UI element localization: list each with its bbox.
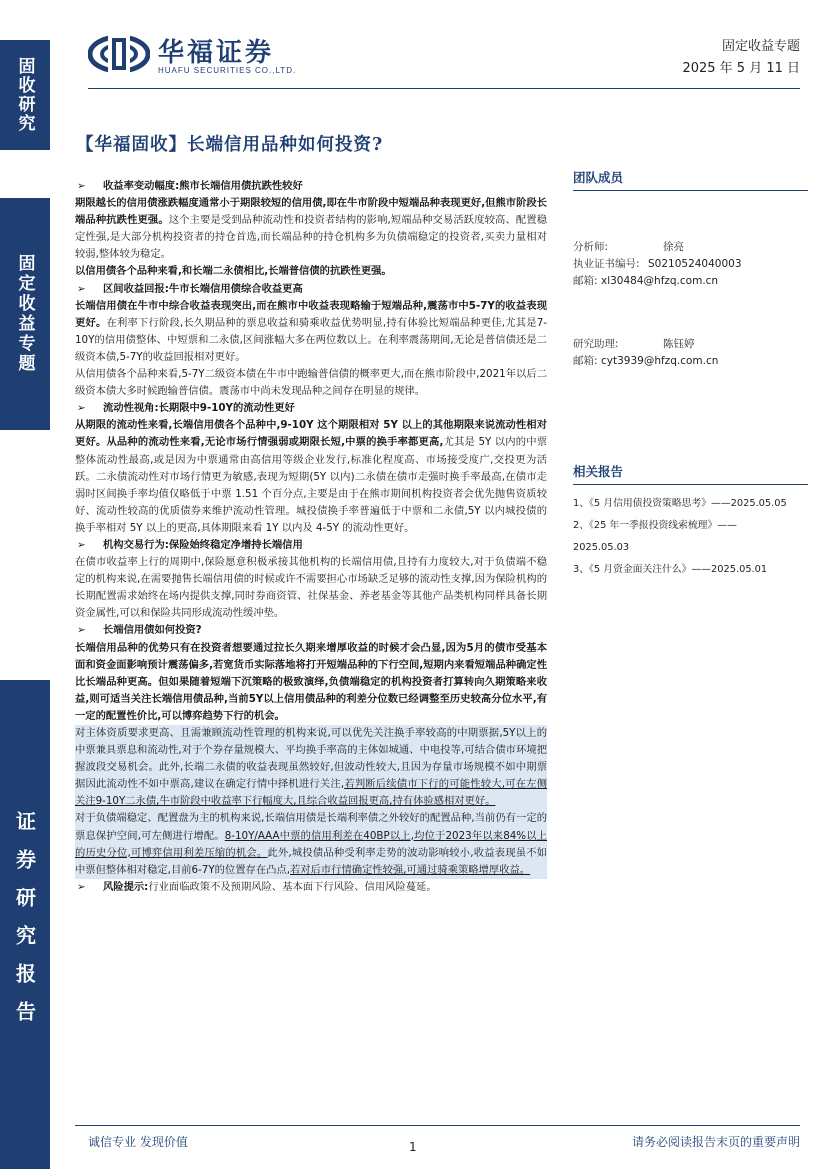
highlighted-paragraph: 对主体资质要求更高、且需兼顾流动性管理的机构来说,可以优先关注换手率较高的中期票据,5Y以上的中票兼具票息和流动性,对于个券存量规模大、平均换手率高的主体如城通、中电投等,可结合债市环境把握波段交易机会。此外,长端二永债的收益表现虽然较好,但波动性较大,且因为存量市场规模不如中期票据因此流动性不如中票高,建议在确定行情中择机进行关注,若判断后续债市下行的可能性较大,可在左侧关注9-10Y二永债,牛市阶段中收益率下行幅度大,且综合收益回报更高,持有体验感相对更好。 <box>75 725 547 810</box>
arrow-bullet-icon: ➢ <box>77 282 86 295</box>
report-type: 固定收益专题 <box>721 39 800 54</box>
company-logo <box>88 30 328 80</box>
footer-divider <box>75 1125 800 1126</box>
assistant-name: 陈钰婷 <box>663 338 695 350</box>
risk-warning: ➢ 风险提示:行业面临政策不及预期风险、基本面下行风险、信用风险蔓延。 <box>75 879 547 896</box>
sidebar-category-block <box>0 40 50 150</box>
license-row: 执业证书编号: S0210524040003 <box>573 256 808 273</box>
team-section-title: 团队成员 <box>573 168 808 191</box>
logo-chinese-name: 华福证券 <box>158 38 275 68</box>
sidebar-type-block <box>0 198 50 430</box>
header-divider <box>88 88 800 89</box>
highlighted-paragraph: 对于负债端稳定、配置盘为主的机构来说,长端信用债是长端利率债之外较好的配置品种,当前仍有一定的票息保护空间,可左侧进行增配。8-10Y/AAA中票的信用利差在40BP以上,均位于2023年以来84%以上的历史分位,可博弈信用利差压缩的机会。此外,城投债品种受利率走势的波动影响较小,收益表现虽不如中票但整体相对稳定,目前6-7Y的位置存在凸点,若对后市行情确定性较强,可通过骑乘策略增厚收益。 <box>75 810 547 878</box>
section-heading: ➢ 长端信用债如何投资? <box>75 622 547 639</box>
related-reports-title: 相关报告 <box>573 462 808 485</box>
section-heading: ➢ 流动性视角:长期限中9-10Y的流动性更好 <box>75 400 547 417</box>
email-row: 邮箱: cyt3939@hfzq.com.cn <box>573 353 808 370</box>
assistant-row: 研究助理: 陈钰婷 <box>573 336 808 353</box>
arrow-bullet-icon: ➢ <box>77 880 86 893</box>
arrow-bullet-icon: ➢ <box>77 624 86 637</box>
paragraph: 从期限的流动性来看,长端信用债各个品种中,9-10Y 这个期限相对 5Y 以上的其他期限来说流动性相对更好。从品种的流动性来看,无论市场行情强弱或期限长短,中票的换手率都更高,尤其是 5Y 以内的中票整体流动性最高,或是因为中票通常由高信用等级企业发行,标准化程度高、市场接受度广,交投更为活跃。二永债流动性对市场行情更为敏感,表现为短期(5Y 以内)二永债在债市走强时换手率最高,在债市走弱时区间换手率均值仅略低于中票 1.51 个百分点,主要是由于在熊市期间机构投资者会优先抛售资质较好、流动性较高的优质债券来维护流动性管理。城投债换手率普遍低于中票和二永债,5Y 以内城投债的换手率相对 5Y 以上的更高,具体期限来看 1Y 以内及 4-5Y 的流动性更好。 <box>75 419 547 534</box>
arrow-bullet-icon: ➢ <box>77 180 86 192</box>
sidebar-report-block <box>0 680 50 1169</box>
header-meta <box>682 36 800 80</box>
arrow-bullet-icon: ➢ <box>77 402 86 415</box>
paragraph: 从信用债各个品种来看,5-7Y二级资本债在牛市中跑输普信债的概率更大,而在熊市阶段中,2021年以后二级资本债大多时候跑输普信债。震荡市中尚未发现品种之间存在明显的规律。 <box>75 368 547 398</box>
related-report-link[interactable]: 3、《5 月资金面关注什么》——2025.05.01 <box>573 564 768 575</box>
assistant-email-link[interactable]: cyt3939@hfzq.com.cn <box>601 355 719 367</box>
paragraph: 长端信用债在牛市中综合收益表现突出,而在熊市中收益表现略输于短端品种,震荡市中5-7Y的收益表现更好。在利率下行阶段,长久期品种的票息收益和骑乘收益优势明显,持有体验比短端品种更佳,尤其是7-10Y的信用债整体、中短票和二永债,区间涨幅大多在两位数以上。在利率震荡期间,无论是普信债还是二级资本债,5-7Y的收益回报相对更好。 <box>75 299 548 363</box>
right-column <box>573 168 808 581</box>
report-title: 【华福固收】长端信用品种如何投资? <box>76 135 384 155</box>
related-report-date: 2025.05.03 <box>573 542 630 553</box>
section-heading: ➢ 收益率变动幅度:熊市长端信用债抗跌性较好 <box>75 178 547 195</box>
paragraph: 以信用债各个品种来看,和长端二永债相比,长端普信债的抗跌性更强。 <box>75 265 392 278</box>
license-number: S0210524040003 <box>648 258 742 270</box>
paragraph: 在债市收益率上行的周期中,保险愿意积极承接其他机构的长端信用债,且持有力度较大,对于负债端不稳定的机构来说,在需要抛售长端信用债的时候或许不需要担心市场缺乏足够的流动性支撑,因为保险机构的长期配置需求始终在场内提供支撑,同时券商资管、社保基金、养老基金等其他产品类机构同样具备长期资金属性,可以和保险共同形成流动性缓冲垫。 <box>75 556 547 620</box>
page-number: 1 <box>409 1140 417 1154</box>
sidebar-category-label: 固收研究 <box>14 57 35 133</box>
left-sidebar <box>0 0 50 1169</box>
related-report-link[interactable]: 2、《25 年一季报投资线索梳理》—— <box>573 520 737 531</box>
main-content <box>75 178 547 896</box>
analyst-email-link[interactable]: xl30484@hfzq.com.cn <box>601 275 719 287</box>
sidebar-report-label: 证券研究报告 <box>12 810 37 1039</box>
related-report-link[interactable]: 1、《5 月信用债投资策略思考》——2025.05.05 <box>573 498 787 509</box>
analyst-row: 分析师: 徐亮 <box>573 239 808 256</box>
email-row: 邮箱: xl30484@hfzq.com.cn <box>573 273 808 290</box>
logo-mark-icon <box>88 30 150 76</box>
related-reports-list <box>573 493 808 581</box>
sidebar-type-label: 固定收益专题 <box>14 254 35 374</box>
footer-disclaimer: 请务必阅读报告末页的重要声明 <box>631 1135 800 1149</box>
section-heading: ➢ 机构交易行为:保险始终稳定净增持长端信用 <box>75 537 547 554</box>
analyst-name: 徐亮 <box>663 241 684 253</box>
section-heading: ➢ 区间收益回报:牛市长端信用债综合收益更高 <box>75 281 547 298</box>
report-date: 2025 年 5 月 11 日 <box>682 61 800 76</box>
paragraph: 长端信用品种的优势只有在投资者想要通过拉长久期来增厚收益的时候才会凸显,因为5月的债市受基本面和资金面影响预计震荡偏多,若宽货币实际落地将打开短端品种的下行空间,短期内来看短端品种确定性比长端品种更高。但如果随着短端下沉策略的极致演绎,负债端稳定的机构投资者打算转向久期策略来收益,则可适当关注长端信用债品种,当前5Y以上信用债品种的利差分位数已经调整至历史较高分位水平,有一定的配置性价比,可以博弈趋势下行的机会。 <box>75 641 547 722</box>
arrow-bullet-icon: ➢ <box>77 538 86 551</box>
paragraph: 期限越长的信用债涨跌幅度通常小于期限较短的信用债,即在牛市阶段中短端品种表现更好,但熊市阶段长端品种抗跌性更强。这个主要是受到品种流动性和投资者结构的影响,短端品种交易活跃度较高、配置稳定性强,是大部分机构投资者的持仓首选,而长端品种的持仓机构多为负债端稳定的投资者,买卖力量相对较弱,整体较为稳定。 <box>75 197 547 261</box>
footer-slogan: 诚信专业 发现价值 <box>88 1135 188 1149</box>
logo-english-name: HUAFU SECURITIES CO.,LTD. <box>158 66 297 75</box>
